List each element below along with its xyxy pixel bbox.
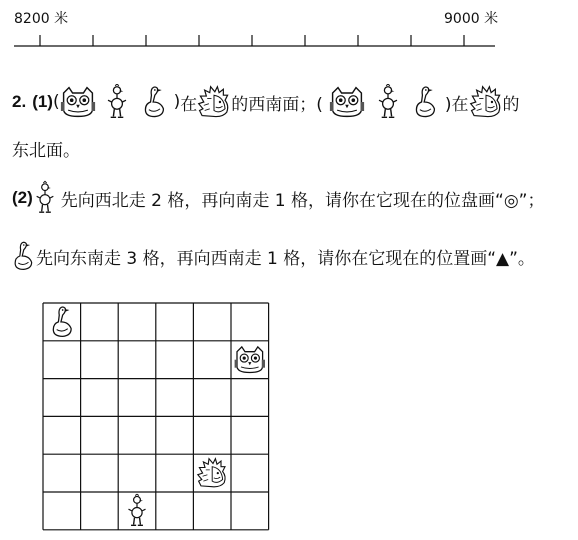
ruler-left-label: 8200 米 (14, 11, 69, 27)
chick-icon (129, 494, 146, 525)
hedgehog-icon (197, 84, 231, 120)
part-1-label: (1) (32, 92, 53, 111)
chick-icon (35, 180, 55, 216)
position-grid (42, 302, 272, 536)
goose-icon (53, 307, 71, 336)
goose-instruction: 先向东南走 3 格，再向西南走 1 格，请你在它现在的位置画“▲”。 (36, 248, 535, 269)
owl-icon (60, 85, 96, 119)
hedgehog-icon (469, 84, 503, 120)
goose-icon (12, 238, 34, 274)
grid-board (42, 302, 272, 532)
text-de: 的 (502, 94, 520, 115)
q2-part1-line2: 东北面。 (12, 140, 80, 161)
goose-icon (413, 84, 437, 120)
text-zai-1: 在 (180, 94, 198, 115)
owl-icon (235, 347, 265, 373)
owl-icon (329, 85, 365, 119)
ruler-right-label: 9000 米 (444, 11, 499, 27)
distance-ruler (0, 30, 578, 54)
open-paren-1: ( (52, 92, 60, 112)
chick-icon (106, 84, 128, 120)
q2-part2-chick-line (12, 178, 544, 218)
close-paren-1: ) (173, 92, 181, 112)
chick-icon (377, 84, 399, 120)
chick-instruction: 先向西北走 2 格，再向南走 1 格，请你在它现在的位盘画“◎”； (60, 190, 545, 211)
text-southwest: 的西南面；( (231, 94, 323, 115)
question-number: 2. (12, 92, 27, 111)
hedgehog-icon (198, 459, 225, 487)
goose-icon (142, 84, 166, 120)
q2-part2-goose-line (12, 236, 535, 276)
text-zai-2: )在 (444, 94, 469, 115)
q2-part1-line1 (12, 80, 520, 124)
part-2-label: (2) (12, 188, 33, 207)
